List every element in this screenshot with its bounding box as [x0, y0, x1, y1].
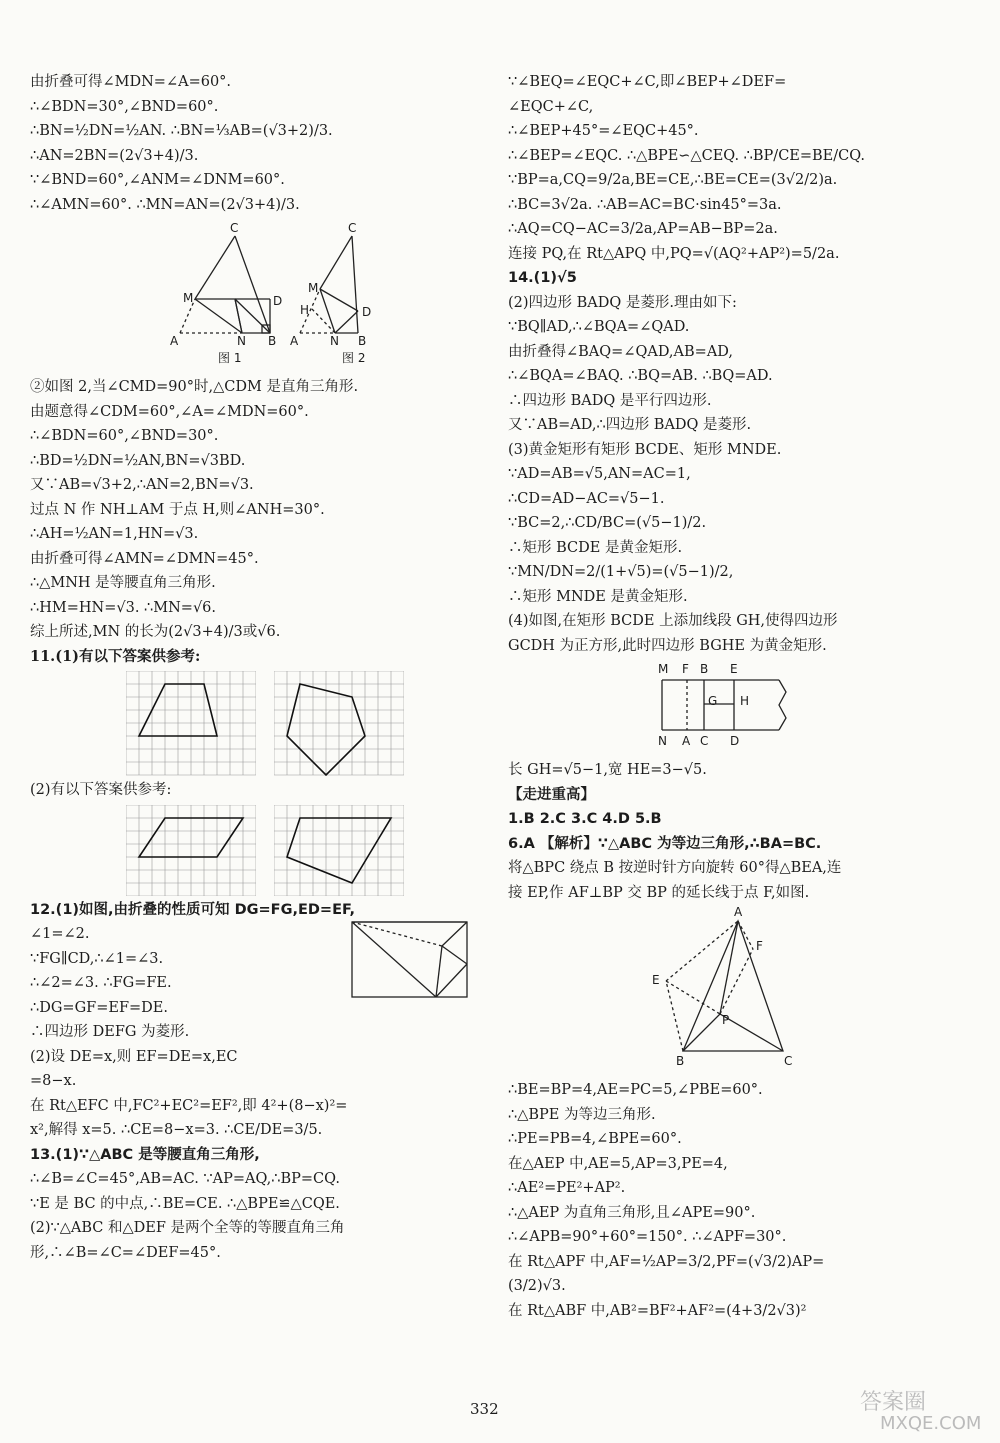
- q12-rectangle-fold-figure: [348, 918, 473, 1003]
- point-label: C: [230, 221, 239, 235]
- point-label: A: [170, 334, 179, 348]
- right-column: [508, 70, 968, 1323]
- text-line: ∴HM=HN=√3. ∴MN=√6.: [30, 599, 217, 616]
- text-line: ∴∠BDN=60°,∠BND=30°.: [30, 428, 219, 444]
- point-label: N: [330, 334, 339, 348]
- figure-q6: [648, 905, 968, 1074]
- text-line: 综上所述,MN 的长为(2√3+4)/3或√6.: [30, 624, 281, 640]
- text-line: ∴∠BEP+45°=∠EQC+45°.: [508, 123, 699, 139]
- point-label: B: [676, 1054, 685, 1068]
- text-line: ∴矩形 MNDE 是黄金矩形.: [508, 588, 688, 605]
- text-line: 由题意得∠CDM=60°,∠A=∠MDN=60°.: [30, 403, 309, 420]
- text-line: (2)设 DE=x,则 EF=DE=x,EC: [30, 1048, 238, 1065]
- text-line: 由折叠得∠BAQ=∠QAD,AB=AD,: [508, 343, 734, 360]
- text-line: ∴∠APB=90°+60°=150°. ∴∠APF=30°.: [508, 1229, 787, 1245]
- text-line: ∴∠2=∠3. ∴FG=FE.: [30, 975, 172, 991]
- figure-1-caption: 图 1: [218, 351, 242, 365]
- text-line: ∴AQ=CQ−AC=3/2a,AP=AB−BP=2a.: [508, 221, 778, 237]
- text-line: 又∵AB=AD,∴四边形 BADQ 是菱形.: [508, 417, 752, 433]
- text-line: (2)四边形 BADQ 是菱形.理由如下:: [508, 294, 737, 311]
- text-line: 形,∴∠B=∠C=∠DEF=45°.: [30, 1244, 221, 1261]
- watermark-url: MXQE.COM: [880, 1413, 982, 1434]
- text-line: ∠EQC+∠C,: [508, 98, 594, 115]
- point-label: P: [722, 1013, 730, 1027]
- page-number: 332: [470, 1400, 499, 1418]
- text-line: ∴∠B=∠C=45°,AB=AC. ∵AP=AQ,∴BP=CQ.: [30, 1171, 340, 1187]
- text-line: ∵BP=a,CQ=9/2a,BE=CE,∴BE=CE=(3√2/2)a.: [508, 172, 838, 188]
- point-label: M: [183, 291, 194, 305]
- text-line: 在 Rt△ABF 中,AB²=BF²+AF²=(4+3/2√3)²: [508, 1302, 807, 1319]
- point-label: B: [700, 662, 709, 676]
- text-line: ∵∠BND=60°,∠ANM=∠DNM=60°.: [30, 172, 285, 188]
- text-line: =8−x.: [30, 1073, 77, 1089]
- point-label: G: [708, 694, 718, 708]
- point-label: N: [658, 734, 667, 748]
- point-label: A: [734, 905, 743, 919]
- text-line: ∴△MNH 是等腰直角三角形.: [30, 575, 216, 591]
- text-line: ∴PE=PB=4,∠BPE=60°.: [508, 1131, 682, 1147]
- text-line: ∵FG∥CD,∴∠1=∠3.: [30, 950, 164, 967]
- text-line: 连接 PQ,在 Rt△APQ 中,PQ=√(AQ²+AP²)=5/2a.: [508, 245, 840, 262]
- text-line: GCDH 为正方形,此时四边形 BGHE 为黄金矩形.: [508, 637, 827, 654]
- text-line: ∵E 是 BC 的中点,∴BE=CE. ∴△BPE≌△CQE.: [30, 1195, 340, 1212]
- text-line: 14.(1)√5: [508, 270, 577, 286]
- text-line: (3)黄金矩形有矩形 BCDE、矩形 MNDE.: [508, 441, 782, 458]
- text-line: ∴AE²=PE²+AP².: [508, 1180, 626, 1196]
- text-line: 1.B 2.C 3.C 4.D 5.B: [508, 811, 662, 827]
- grid-figures-2: [126, 805, 485, 896]
- point-label: C: [700, 734, 709, 748]
- text-line: ∴BN=½DN=½AN. ∴BN=⅓AB=(√3+2)/3.: [30, 123, 333, 139]
- grid-figures-1: [126, 671, 485, 776]
- figure-q14: [654, 662, 968, 754]
- text-line: 在△AEP 中,AE=5,AP=3,PE=4,: [508, 1155, 728, 1172]
- q11-part2: (2)有以下答案供参考:: [30, 782, 172, 798]
- text-line: ∵AD=AB=√5,AN=AC=1,: [508, 466, 691, 482]
- text-line: ②如图 2,当∠CMD=90°时,△CDM 是直角三角形.: [30, 379, 359, 395]
- text-line: 【走进重高】: [508, 786, 595, 803]
- text-line: 13.(1)∵△ABC 是等腰直角三角形,: [30, 1146, 260, 1163]
- point-label: E: [730, 662, 738, 676]
- point-label: F: [756, 939, 763, 953]
- watermark-logo: 答案圈: [860, 1390, 927, 1415]
- text-line: 由折叠可得∠AMN=∠DMN=45°.: [30, 550, 259, 567]
- figure-1-2: [30, 221, 485, 371]
- text-line: ∴AN=2BN=(2√3+4)/3.: [30, 147, 199, 164]
- point-label: D: [362, 305, 372, 319]
- text-line: ∵MN/DN=2/(1+√5)=(√5−1)/2,: [508, 564, 734, 580]
- text-line: ∴矩形 BCDE 是黄金矩形.: [508, 539, 683, 556]
- point-label: M: [308, 281, 319, 295]
- text-line: ∵BQ∥AD,∴∠BQA=∠QAD.: [508, 319, 690, 335]
- point-label: B: [358, 334, 367, 348]
- grid-trapezoid: [126, 671, 256, 776]
- text-line: (4)如图,在矩形 BCDE 上添加线段 GH,使得四边形: [508, 613, 838, 629]
- text-line: 12.(1)如图,由折叠的性质可知 DG=FG,ED=EF,: [30, 901, 356, 918]
- point-label: C: [348, 221, 357, 235]
- text-line: 长 GH=√5−1,宽 HE=3−√5.: [508, 762, 707, 778]
- text-line: 过点 N 作 NH⊥AM 于点 H,则∠ANH=30°.: [30, 501, 325, 518]
- text-line: 由折叠可得∠MDN=∠A=60°.: [30, 74, 232, 90]
- text-line: ∴四边形 BADQ 是平行四边形.: [508, 392, 712, 409]
- grid-parallelogram: [126, 805, 256, 896]
- q11-part1: 11.(1)有以下答案供参考:: [30, 647, 201, 665]
- text-line: 将△BPC 绕点 B 按逆时针方向旋转 60°得△BEA,连: [508, 860, 842, 876]
- point-label: H: [300, 303, 310, 317]
- left-column: [30, 70, 485, 1265]
- point-label: H: [740, 694, 750, 708]
- point-label: D: [273, 294, 283, 308]
- text-line: x²,解得 x=5. ∴CE=8−x=3. ∴CE/DE=3/5.: [30, 1122, 323, 1138]
- point-label: N: [237, 334, 246, 348]
- grid-quadrilateral: [274, 671, 404, 776]
- text-line: ∴∠BDN=30°,∠BND=60°.: [30, 98, 219, 115]
- equilateral-rotation-figure: [648, 909, 808, 1074]
- text-line: ∴BE=BP=4,AE=PC=5,∠PBE=60°.: [508, 1082, 763, 1098]
- text-line: 在 Rt△APF 中,AF=½AP=3/2,PF=(√3/2)AP=: [508, 1253, 825, 1270]
- text-line: ∵BC=2,∴CD/BC=(√5−1)/2.: [508, 515, 707, 531]
- text-line: ∴∠BEP=∠EQC. ∴△BPE∽△CEQ. ∴BP/CE=BE/CQ.: [508, 147, 866, 164]
- text-line: ∴BC=3√2a. ∴AB=AC=BC·sin45°=3a.: [508, 196, 782, 213]
- text-line: 6.A 【解析】∵△ABC 为等边三角形,∴BA=BC.: [508, 835, 822, 852]
- point-label: B: [268, 334, 277, 348]
- text-line: ∴四边形 DEFG 为菱形.: [30, 1024, 190, 1040]
- triangle-fold-figures: [30, 221, 485, 371]
- text-line: (2)∵△ABC 和△DEF 是两个全等的等腰直角三角: [30, 1220, 345, 1236]
- text-line: ∴∠BQA=∠BAQ. ∴BQ=AB. ∴BQ=AD.: [508, 368, 773, 384]
- point-label: A: [290, 334, 299, 348]
- golden-rectangle-figure: [654, 662, 794, 754]
- text-line: 接 EP,作 AF⊥BP 交 BP 的延长线于点 F,如图.: [508, 884, 810, 901]
- text-line: ∠1=∠2.: [30, 926, 90, 942]
- point-label: D: [730, 734, 740, 748]
- text-line: ∴AH=½AN=1,HN=√3.: [30, 526, 199, 542]
- text-line: 在 Rt△EFC 中,FC²+EC²=EF²,即 4²+(8−x)²=: [30, 1097, 348, 1114]
- text-line: ∵∠BEQ=∠EQC+∠C,即∠BEP+∠DEF=: [508, 74, 787, 90]
- text-line: ∴△BPE 为等边三角形.: [508, 1106, 656, 1123]
- text-line: 又∵AB=√3+2,∴AN=2,BN=√3.: [30, 477, 254, 493]
- text-line: (3/2)√3.: [508, 1278, 566, 1294]
- point-label: M: [658, 662, 669, 676]
- grid-rectangle: [274, 805, 404, 896]
- figure-2-caption: 图 2: [342, 351, 366, 365]
- text-line: ∴BD=½DN=½AN,BN=√3BD.: [30, 452, 246, 469]
- point-label: E: [652, 973, 660, 987]
- point-label: C: [784, 1054, 793, 1068]
- point-label: F: [682, 662, 689, 676]
- text-line: ∴DG=GF=EF=DE.: [30, 999, 168, 1016]
- point-label: A: [682, 734, 691, 748]
- text-line: ∴∠AMN=60°. ∴MN=AN=(2√3+4)/3.: [30, 196, 300, 213]
- text-line: ∴△AEP 为直角三角形,且∠APE=90°.: [508, 1204, 756, 1221]
- text-line: ∴CD=AD−AC=√5−1.: [508, 490, 665, 507]
